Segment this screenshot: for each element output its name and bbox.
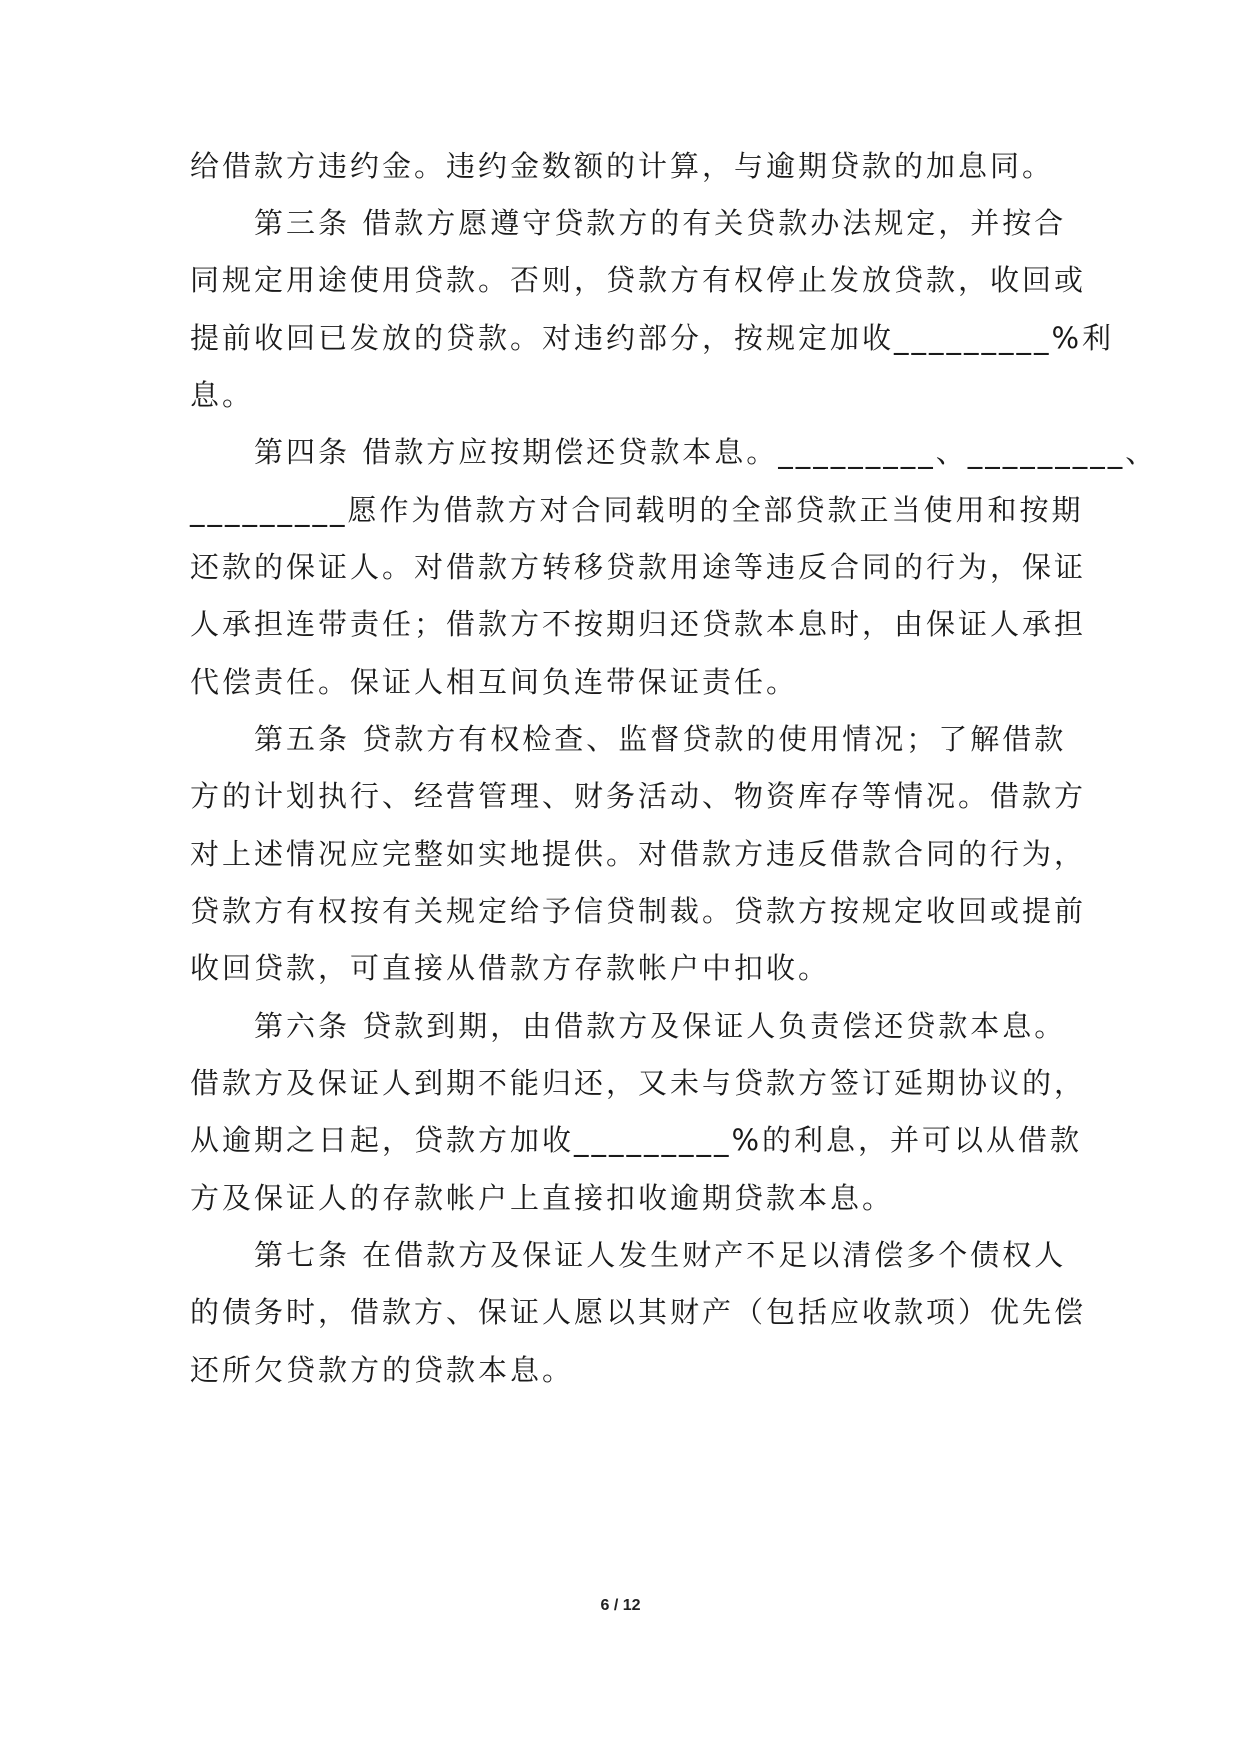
- page-number: 6 / 12: [600, 1597, 641, 1614]
- text-line: 提前收回已发放的贷款。对违约部分，按规定加收_________%利: [190, 321, 1115, 355]
- text-line: 方的计划执行、经营管理、财务活动、物资库存等情况。借款方: [190, 779, 1087, 813]
- text-line: 息。: [190, 378, 255, 412]
- text-line: 对上述情况应完整如实地提供。对借款方违反借款合同的行为，: [190, 837, 1087, 871]
- text-line: 第七条 在借款方及保证人发生财产不足以清偿多个债权人: [190, 1238, 1067, 1272]
- text-line: 给借款方违约金。违约金数额的计算，与逾期贷款的加息同。: [190, 149, 1055, 183]
- text-line: 第三条 借款方愿遵守贷款方的有关贷款办法规定，并按合: [190, 206, 1067, 240]
- text-line: 还款的保证人。对借款方转移贷款用途等违反合同的行为，保证: [190, 550, 1087, 584]
- text-line: 同规定用途使用贷款。否则，贷款方有权停止发放贷款，收回或: [190, 263, 1087, 297]
- text-line: 从逾期之日起，贷款方加收_________%的利息，并可以从借款: [190, 1123, 1083, 1157]
- text-line: 收回贷款，可直接从借款方存款帐户中扣收。: [190, 951, 831, 985]
- text-line: 人承担连带责任；借款方不按期归还贷款本息时，由保证人承担: [190, 607, 1087, 641]
- text-line: 代偿责任。保证人相互间负连带保证责任。: [190, 665, 799, 699]
- text-line: 借款方及保证人到期不能归还，又未与贷款方签订延期协议的，: [190, 1066, 1087, 1100]
- text-line: 贷款方有权按有关规定给予信贷制裁。贷款方按规定收回或提前: [190, 894, 1087, 928]
- text-line: 还所欠贷款方的贷款本息。: [190, 1353, 575, 1387]
- text-line: 第五条 贷款方有权检查、监督贷款的使用情况；了解借款: [190, 722, 1067, 756]
- text-line: 的债务时，借款方、保证人愿以其财产（包括应收款项）优先偿: [190, 1295, 1087, 1329]
- text-line: 第四条 借款方应按期偿还贷款本息。_________、_________、: [190, 435, 1158, 469]
- text-line: 第六条 贷款到期，由借款方及保证人负责偿还贷款本息。: [190, 1009, 1067, 1043]
- text-line: 方及保证人的存款帐户上直接扣收逾期贷款本息。: [190, 1181, 895, 1215]
- text-line: _________愿作为借款方对合同载明的全部贷款正当使用和按期: [190, 493, 1084, 527]
